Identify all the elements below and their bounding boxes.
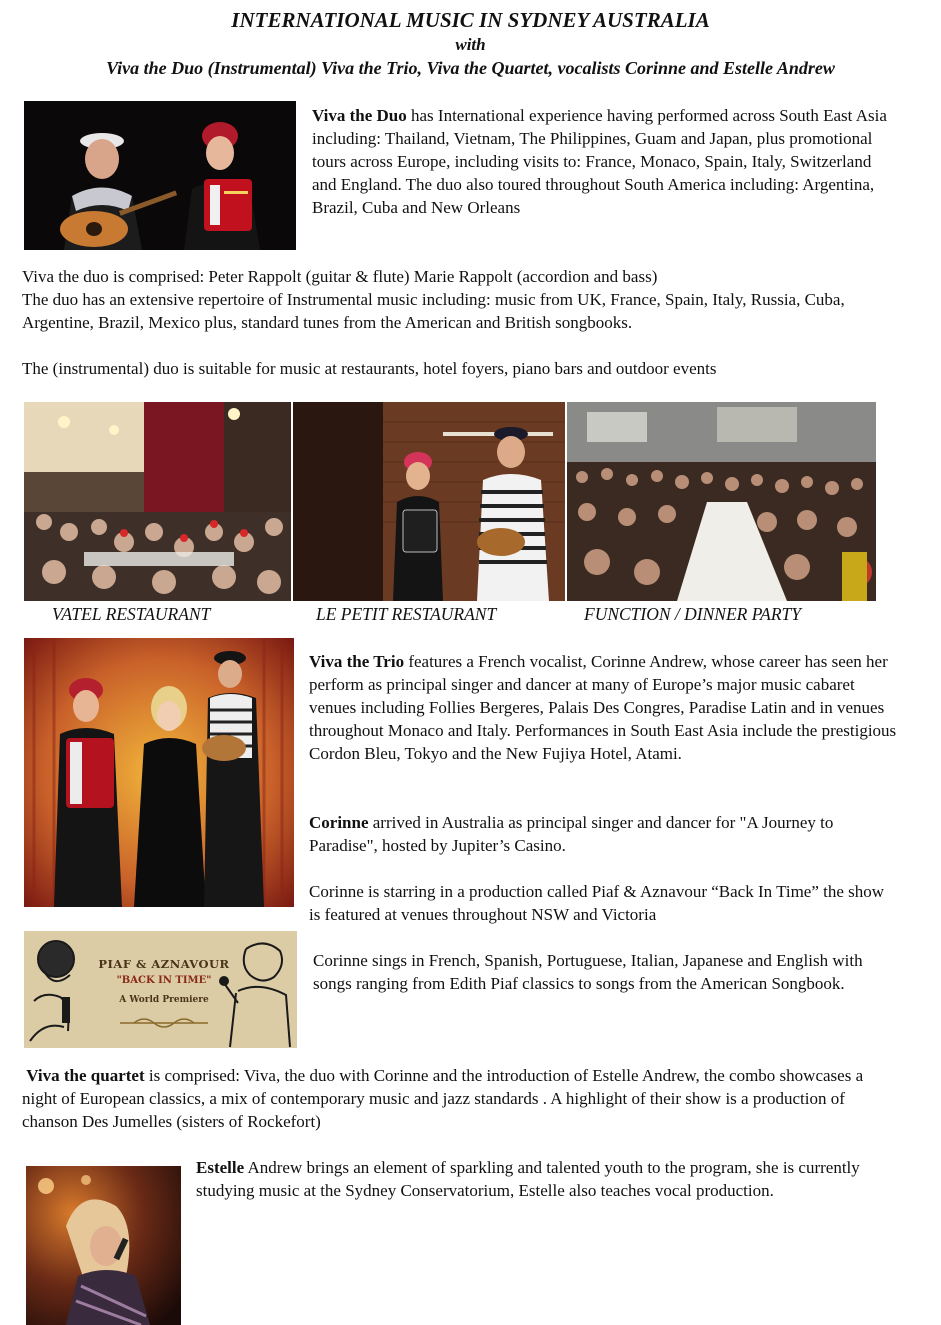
le-petit-restaurant-photo: [293, 402, 565, 601]
caption-vatel: VATEL RESTAURANT: [52, 604, 211, 624]
page-title: INTERNATIONAL MUSIC IN SYDNEY AUSTRALIA: [231, 8, 710, 32]
duo-intro-bold: Viva the Duo: [312, 106, 407, 125]
estelle-text: Andrew brings an element of sparkling and talented youth to the program, she is currently studying music at the Sydney Conservatorium, Estelle also teaches vocal production.: [196, 1158, 860, 1200]
function-dinner-party-photo: [567, 402, 876, 601]
caption-function: FUNCTION / DINNER PARTY: [584, 604, 801, 624]
duo-repertoire: The duo has an extensive repertoire of Instrumental music including: music from UK, France, Spain, Italy, Russia, Cuba, Argentine, Brazil, Mexico plus, standard tunes from the American and British songbooks.: [22, 290, 845, 332]
corinne-bold: Corinne: [309, 813, 369, 832]
caption-le-petit: LE PETIT RESTAURANT: [316, 604, 497, 624]
quartet-bold-text: Viva the quartet: [26, 1066, 145, 1085]
poster-subtitle: "BACK IN TIME": [116, 975, 212, 986]
corinne-text: arrived in Australia as principal singer and dancer for "A Journey to Paradise", hosted by Jupiter’s Casino.: [309, 813, 834, 855]
trio-intro-bold: Viva the Trio: [309, 652, 405, 671]
page-title-with: with: [455, 35, 486, 54]
quartet-intro: [22, 1064, 902, 1133]
quartet-intro-text: is comprised: Viva, the duo with Corinne and the introduction of Estelle Andrew, the combo showcases a night of European classics, a mix of contemporary music and jazz standards . A highlight of their show is a production of chanson Des Jumelles (sisters of Rockefort): [22, 1066, 864, 1131]
piaf-aznavour-poster: [24, 931, 297, 1048]
duo-comprised: Viva the duo is comprised: Peter Rappolt (guitar & flute) Marie Rappolt (accordion and bass): [22, 267, 658, 286]
duo-suitable: The (instrumental) duo is suitable for music at restaurants, hotel foyers, piano bars and outdoor events: [22, 359, 717, 378]
duo-intro: [312, 104, 892, 219]
estelle-intro: [196, 1156, 896, 1202]
page-subtitle: Viva the Duo (Instrumental) Viva the Trio, Viva the Quartet, vocalists Corinne and Estelle Andrew: [106, 58, 835, 78]
vatel-restaurant-photo: [24, 402, 291, 601]
duo-intro-text: has International experience having performed across South East Asia including: Thailand, Vietnam, The Philippines, Guam and Japan, plus promotional tours across Europe, including visits to: France, Monaco, Spain, Italy, Switzerland and England. The duo also toured throughout South America including: Argentina, Brazil, Cuba and New Orleans: [312, 106, 887, 217]
corinne-starring: Corinne is starring in a production called Piaf & Aznavour “Back In Time” the show is featured at venues throughout NSW and Victoria: [309, 882, 885, 924]
estelle-photo: [26, 1166, 181, 1325]
trio-photo: [24, 638, 294, 907]
duo-photo: [24, 101, 296, 250]
poster-premiere: A World Premiere: [119, 995, 209, 1005]
trio-intro-text: features a French vocalist, Corinne Andrew, whose career has seen her perform as principal singer and dancer at many of Europe’s major music cabaret venues including Follies Bergeres, Palais Des Congres, Paradise Latin and in venues throughout Monaco and Italy. Performances in South East Asia include the prestigious Cordon Bleu, Tokyo and the New Fujiya Hotel, Atami.: [309, 652, 897, 763]
quartet-intro-bold: [22, 1066, 145, 1085]
corinne-arrived: [309, 811, 899, 857]
trio-intro: [309, 650, 899, 765]
poster-title: PIAF & AZNAVOUR: [98, 957, 230, 971]
estelle-bold: Estelle: [196, 1158, 245, 1177]
corinne-sings: Corinne sings in French, Spanish, Portuguese, Italian, Japanese and English with songs ranging from Edith Piaf classics to songs from the American Songbook.: [313, 951, 863, 993]
